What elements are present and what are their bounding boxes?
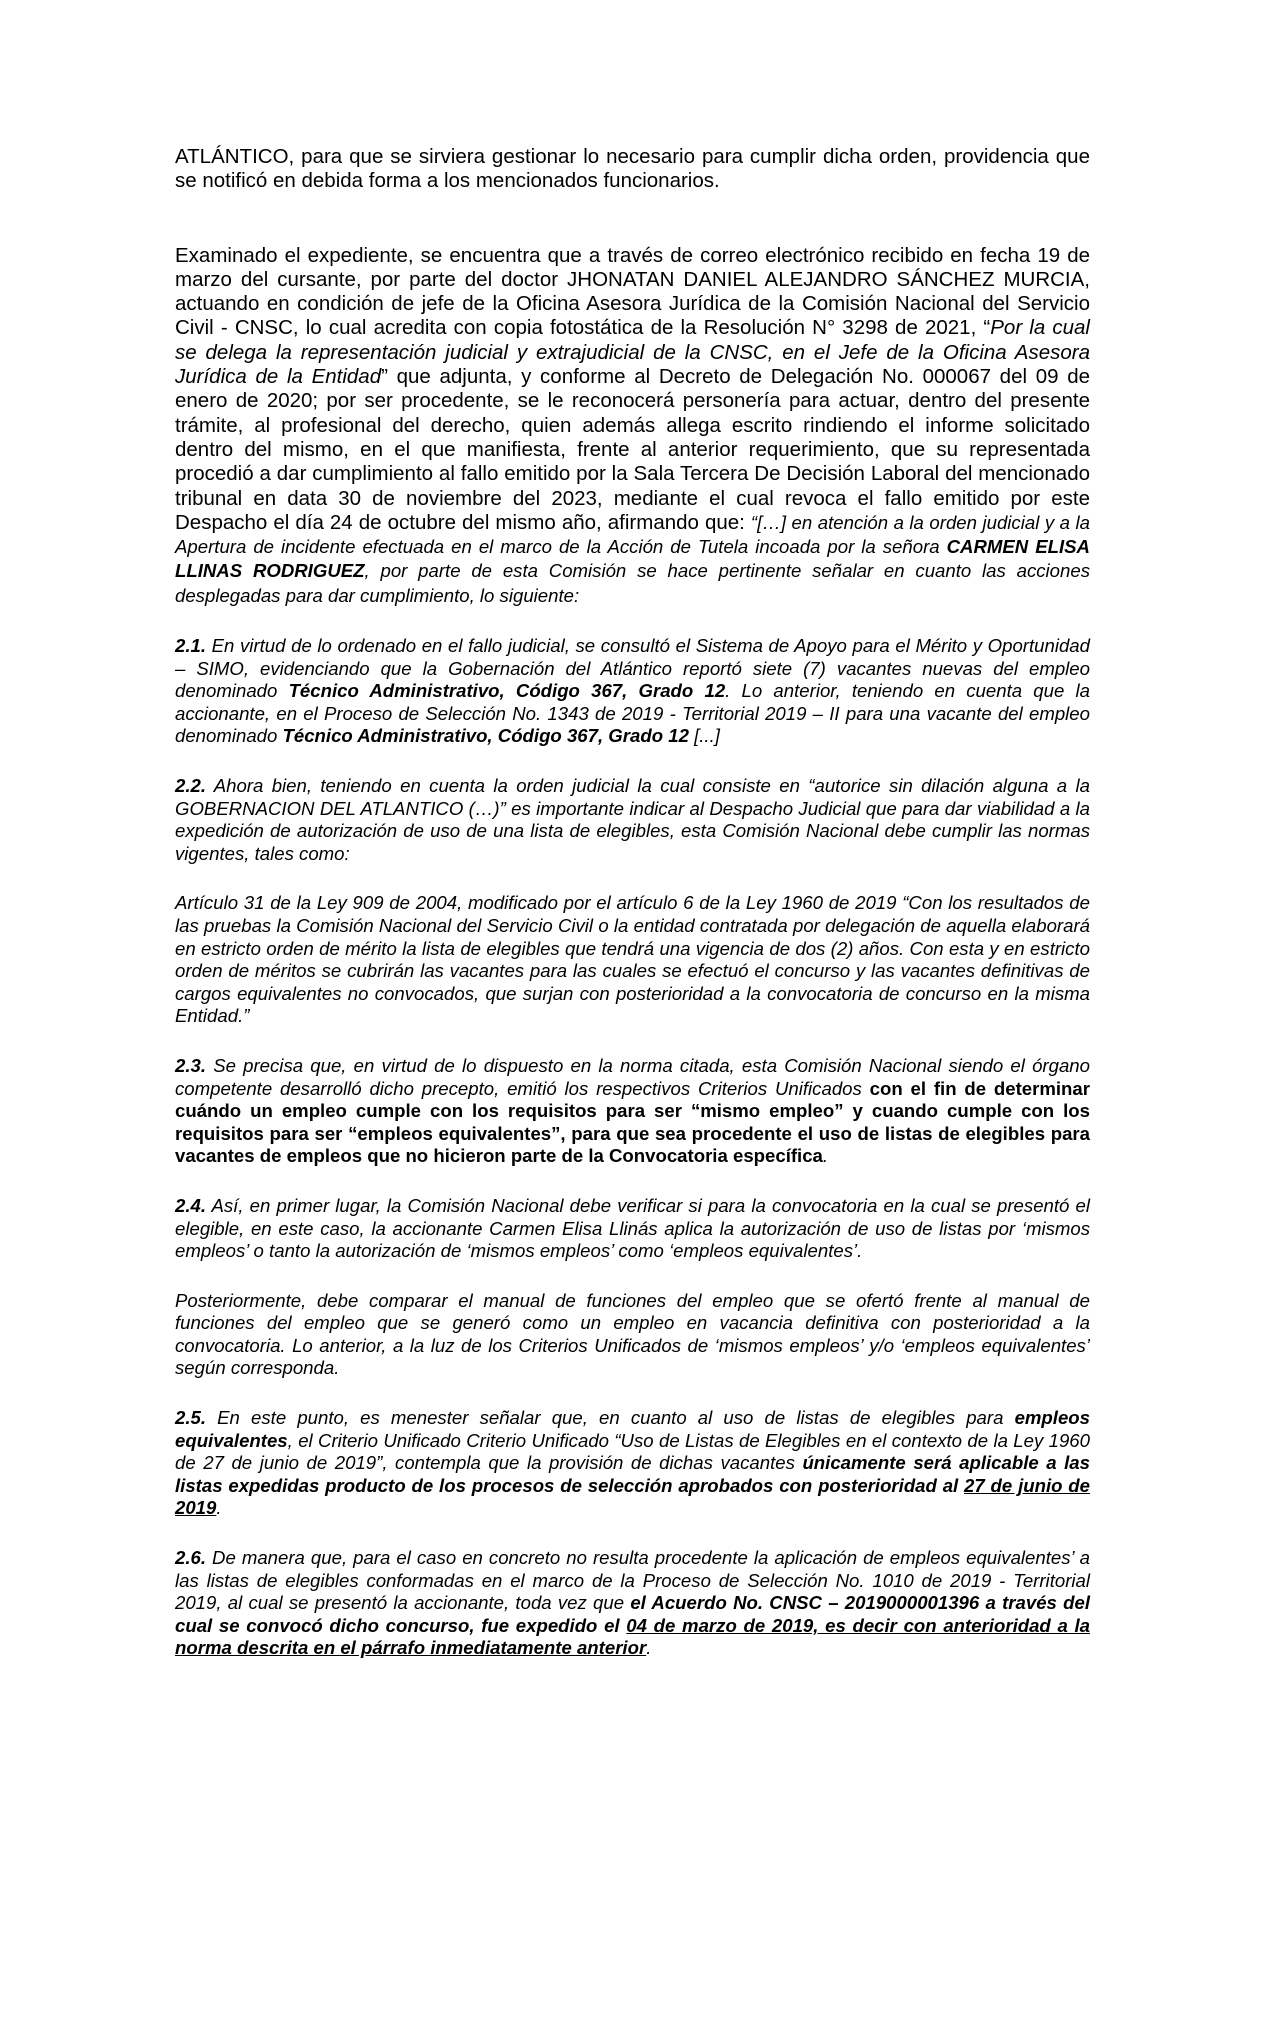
bold-segment: el Acuerdo No. CNSC – 2019000001396 a través del cual se convocó dicho concurso, fue expedido el bbox=[175, 1592, 1090, 1636]
job-title-bold: Técnico Administrativo, Código 367, Grado 12 bbox=[288, 680, 726, 702]
plaintiff-name: CARMEN ELISA LLINAS RODRIGUEZ bbox=[175, 536, 1090, 582]
underlined-segment: 04 de marzo de 2019, es decir con anterioridad a la norma descrita en el párrafo inmediatamente anterior bbox=[175, 1614, 1091, 1659]
document-page bbox=[175, 145, 1090, 1660]
text-segment: . bbox=[646, 1637, 652, 1659]
section-number: 2.2. bbox=[175, 775, 207, 797]
text-segment: ” que adjunta, y conforme al Decreto de Delegación No. 000067 del 09 de enero de 2020; por ser procedente, se le reconocerá personería para actuar, dentro del presente trámite, al profesional del derecho, quien además allega escrito rindiendo el informe solicitado dentro del mismo, en el que manifiesta, frente al anterior requerimiento, que su representada procedió a dar cumplimiento al fallo emitido por la Sala Tercera De Decisión Laboral del mencionado tribunal en data 30 de noviembre del 2023, mediante el cual revoca el fallo emitido por este Despacho el día 24 de octubre del mismo año, afirmando que: bbox=[175, 365, 1090, 534]
text-segment: En este punto, es menester señalar que, en cuanto al uso de listas de elegibles para bbox=[206, 1407, 1015, 1429]
text-segment: Examinado el expediente, se encuentra que a través de correo electrónico recibido en fecha 19 de marzo del cursante, por parte del doctor JHONATAN DANIEL ALEJANDRO SÁNCHEZ MURCIA, actuando en condición de jefe de la Oficina Asesora Jurídica de la Comisión Nacional del Servicio Civil - CNSC, lo cual acredita con copia fotostática de la Resolución N° 3298 de 2021, “ bbox=[175, 243, 1090, 340]
resolution-title: Por la cual se delega la representación judicial y extrajudicial de la CNSC, en el Jefe de la Oficina Asesora Jurídica de la Entidad bbox=[175, 316, 1090, 389]
bold-segment: únicamente será aplicable a las listas expedidas producto de los procesos de selección aprobados con posterioridad al bbox=[175, 1452, 1090, 1496]
quote-segment: “[…] en atención a la orden judicial y a la Apertura de incidente efectuada en el marco de la Acción de Tutela incoada por la señora bbox=[175, 511, 1090, 558]
section-2-5 bbox=[175, 1407, 1090, 1520]
text-segment: , el Criterio Unificado Criterio Unificado “Uso de Listas de Elegibles en el contexto de la Ley 1960 de 27 de junio de 2019”, contempla que la provisión de dichas vacantes bbox=[175, 1429, 1090, 1474]
section-number: 2.4. bbox=[175, 1194, 207, 1216]
section-number: 2.1. bbox=[175, 635, 207, 657]
section-2-1 bbox=[175, 635, 1090, 748]
text-segment: De manera que, para el caso en concreto no resulta procedente la aplicación de empleos equivalentes’ a las listas de elegibles conformadas en el marco de la Proceso de Selección No. 1010 de 2019 - Territorial 2019, al cual se presentó la accionante, toda vez que bbox=[175, 1547, 1090, 1614]
paragraph-examinado bbox=[175, 244, 1090, 608]
text-segment: . bbox=[216, 1497, 222, 1519]
section-2-4 bbox=[175, 1195, 1090, 1263]
text-segment: Ahora bien, teniendo en cuenta la orden judicial la cual consiste en “autorice sin dilación alguna a la GOBERNACION DEL ATLANTICO (…)” es importante indicar al Despacho Judicial que para dar viabilidad a la expedición de autorización de uso de una lista de elegibles, esta Comisión Nacional debe cumplir las normas vigentes, tales como: bbox=[175, 775, 1090, 864]
paragraph-atlantico bbox=[175, 145, 1090, 194]
section-2-6 bbox=[175, 1547, 1090, 1660]
section-2-2 bbox=[175, 775, 1090, 865]
section-2-3 bbox=[175, 1055, 1090, 1168]
bold-segment: con el fin de determinar cuándo un empleo cumple con los requisitos para ser “mismo empleo” y cuando cumple con los requisitos para ser “empleos equivalentes”, para que sea procedente el uso de listas de elegibles para vacantes de empleos que no hicieron parte de la Convocatoria específica bbox=[175, 1077, 1090, 1167]
text-segment: En virtud de lo ordenado en el fallo judicial, se consultó el Sistema de Apoyo para el Mérito y Oportunidad – SIMO, evidenciando que la Gobernación del Atlántico reportó siete (7) vacantes nuevas del empleo denominado bbox=[175, 635, 1090, 702]
bold-segment: empleos equivalentes bbox=[175, 1407, 1090, 1451]
paragraph-text: ATLÁNTICO, para que se sirviera gestionar lo necesario para cumplir dicha orden, providencia que se notificó en debida forma a los mencionados funcionarios. bbox=[175, 145, 1090, 193]
article-31-quote bbox=[175, 892, 1090, 1028]
text-segment: Artículo 31 de la Ley 909 de 2004, modificado por el artículo 6 de la Ley 1960 de 2019 “Con los resultados de las pruebas la Comisión Nacional del Servicio Civil o la entidad contratada por delegación de aquella elaborará en estricto orden de mérito la lista de elegibles que tendrá una vigencia de dos (2) años. Con esta y en estricto orden de méritos se cubrirán las vacantes para las cuales se efectuó el concurso y las vacantes definitivas de cargos equivalentes no convocados, que surjan con posterioridad a la convocatoria de concurso en la misma Entidad.” bbox=[175, 892, 1090, 1027]
section-number: 2.5. bbox=[175, 1407, 207, 1429]
job-title-bold: Técnico Administrativo, Código 367, Grado 12 bbox=[282, 725, 689, 747]
paragraph-posteriormente bbox=[175, 1290, 1090, 1380]
underlined-date: 27 de junio de 2019 bbox=[175, 1474, 1091, 1519]
section-number: 2.6. bbox=[175, 1547, 207, 1569]
text-segment: Así, en primer lugar, la Comisión Nacional debe verificar si para la convocatoria en la cual se presentó el elegible, en este caso, la accionante Carmen Elisa Llinás aplica la autorización de uso de listas por ‘mismos empleos’ o tanto la autorización de ‘mismos empleos’ como ‘empleos equivalentes’. bbox=[175, 1194, 1090, 1262]
text-segment: [...] bbox=[688, 725, 720, 747]
section-number: 2.3. bbox=[175, 1054, 207, 1076]
quote-segment: , por parte de esta Comisión se hace pertinente señalar en cuanto las acciones desplegadas para dar cumplimiento, lo siguiente: bbox=[175, 560, 1090, 606]
text-segment: . Lo anterior, teniendo en cuenta que la accionante, en el Proceso de Selección No. 1343 de 2019 - Territorial 2019 – II para una vacante del empleo denominado bbox=[175, 680, 1090, 747]
text-segment: . bbox=[822, 1145, 829, 1167]
text-segment: Se precisa que, en virtud de lo dispuesto en la norma citada, esta Comisión Nacional siendo el órgano competente desarrolló dicho precepto, emitió los respectivos Criterios Unificados bbox=[175, 1054, 1090, 1099]
text-segment: Posteriormente, debe comparar el manual de funciones del empleo que se ofertó frente al manual de funciones del empleo que se generó como un empleo en vacancia definitiva con posterioridad a la convocatoria. Lo anterior, a la luz de los Criterios Unificados de ‘mismos empleos’ y/o ‘empleos equivalentes’ según corresponda. bbox=[175, 1289, 1090, 1379]
